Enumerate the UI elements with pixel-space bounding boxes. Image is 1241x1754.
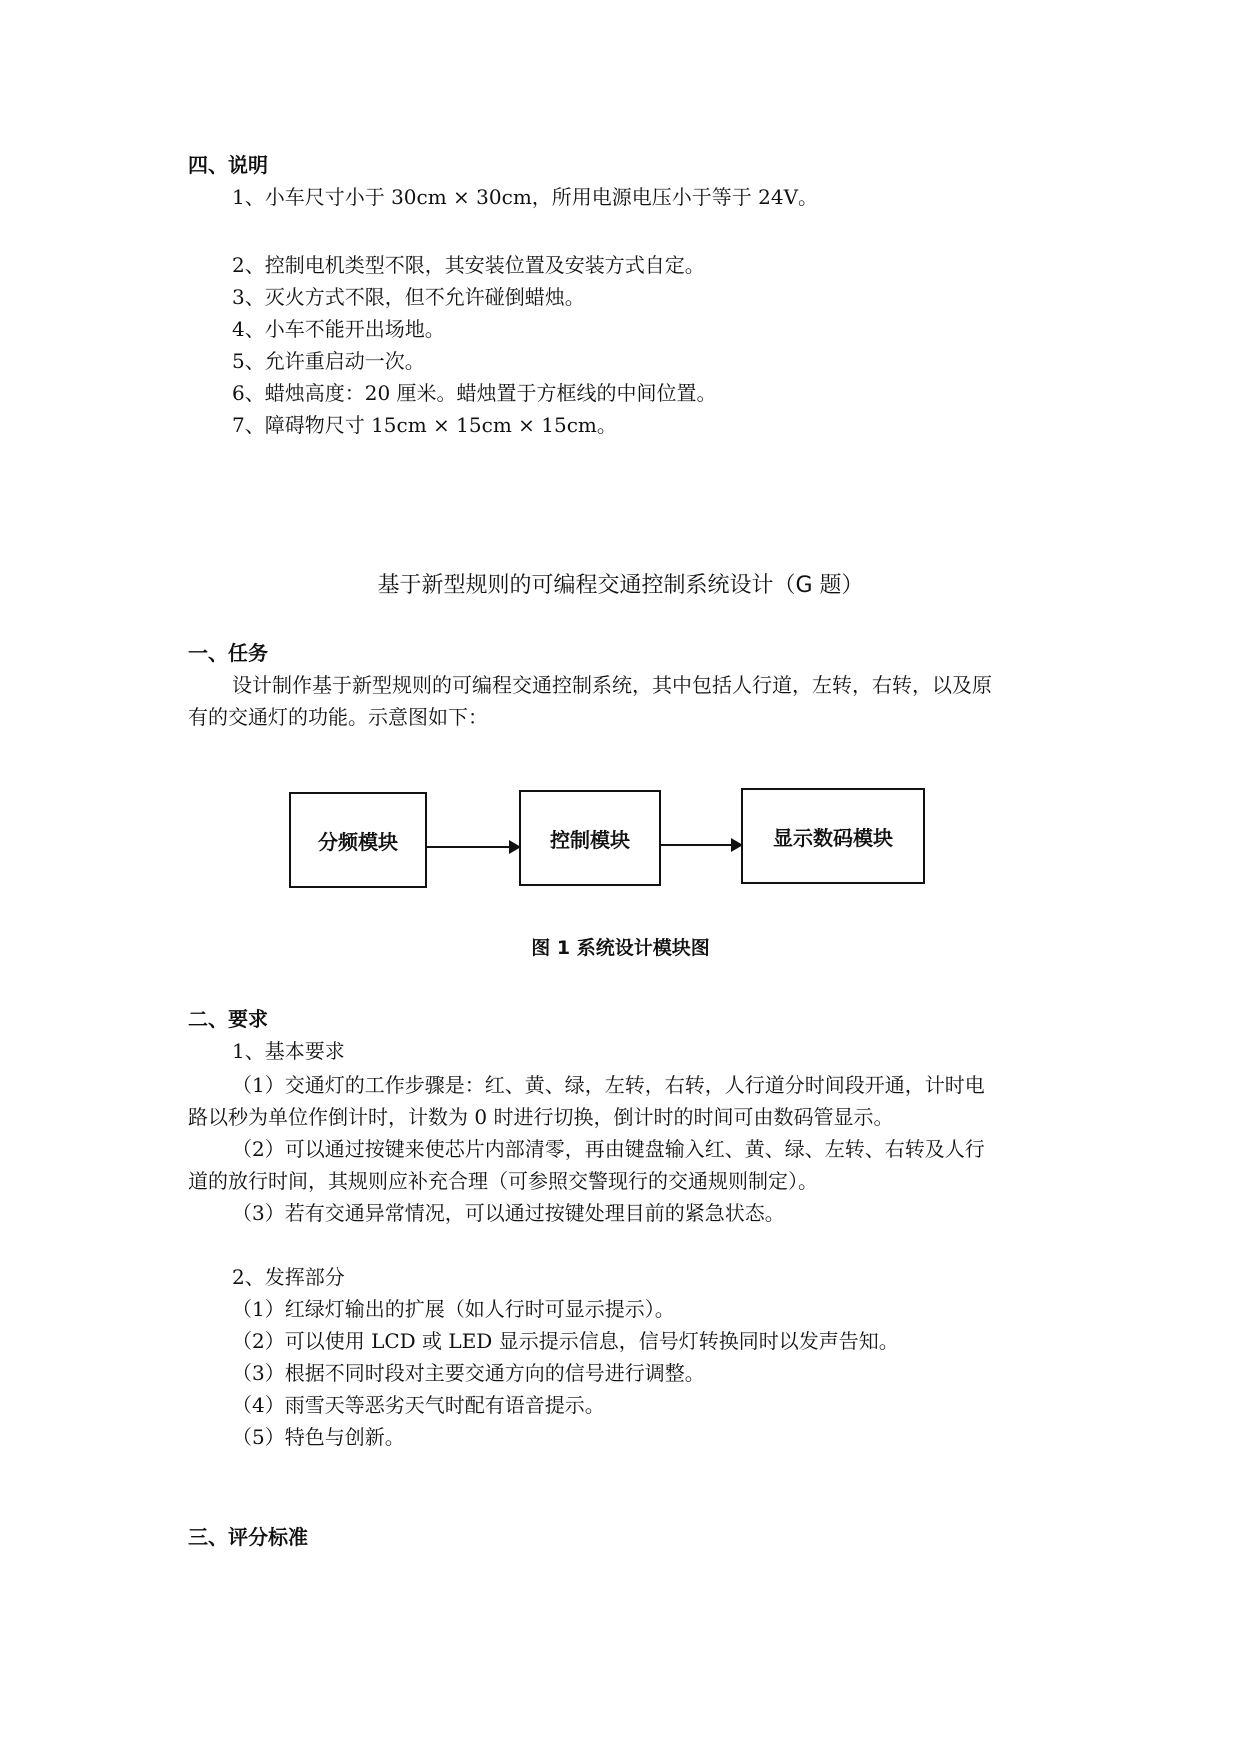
section-heading-requirements: 二、要求 (188, 1007, 268, 1031)
explanation-item: 2、控制电机类型不限，其安装位置及安装方式自定。 (232, 253, 705, 277)
section-heading-task: 一、任务 (188, 641, 268, 665)
arrow-divider-to-control (427, 846, 519, 848)
section-heading-scoring: 三、评分标准 (188, 1525, 308, 1549)
task-paragraph-line: 设计制作基于新型规则的可编程交通控制系统，其中包括人行道，左转，右转，以及原 (232, 673, 992, 697)
arrow-control-to-display (661, 844, 741, 846)
explanation-item: 4、小车不能开出场地。 (232, 317, 445, 341)
basic-requirements-heading: 1、基本要求 (232, 1039, 345, 1063)
explanation-item: 5、允许重启动一次。 (232, 349, 425, 373)
basic-requirement-line: 路以秒为单位作倒计时，计数为 0 时进行切换，倒计时的时间可由数码管显示。 (188, 1105, 894, 1129)
basic-requirement-line: （2）可以通过按键来使芯片内部清零，再由键盘输入红、黄、绿、左转、右转及人行 (232, 1137, 985, 1161)
basic-requirement-line: 道的放行时间，其规则应补充合理（可参照交警现行的交通规则制定）。 (188, 1169, 818, 1193)
extended-requirements-heading: 2、发挥部分 (232, 1265, 345, 1289)
explanation-item: 3、灭火方式不限，但不允许碰倒蜡烛。 (232, 285, 585, 309)
control-module-box: 控制模块 (519, 790, 661, 886)
section-heading-explanation: 四、说明 (188, 153, 268, 177)
extended-requirement-line: （1）红绿灯输出的扩展（如人行时可显示提示）。 (232, 1297, 675, 1321)
basic-requirement-line: （3）若有交通异常情况，可以通过按键处理目前的紧急状态。 (232, 1201, 785, 1225)
basic-requirement-line: （1）交通灯的工作步骤是：红、黄、绿，左转，右转，人行道分时间段开通，计时电 (232, 1073, 985, 1097)
display-digital-module-box: 显示数码模块 (741, 788, 925, 884)
task-paragraph-line: 有的交通灯的功能。示意图如下： (188, 705, 488, 729)
extended-requirement-line: （5）特色与创新。 (232, 1425, 405, 1449)
explanation-item: 7、障碍物尺寸 15cm × 15cm × 15cm。 (232, 413, 617, 437)
extended-requirement-line: （4）雨雪天等恶劣天气时配有语音提示。 (232, 1393, 605, 1417)
figure-caption: 图 1 系统设计模块图 (531, 937, 710, 959)
extended-requirement-line: （3）根据不同时段对主要交通方向的信号进行调整。 (232, 1361, 705, 1385)
explanation-item: 1、小车尺寸小于 30cm × 30cm，所用电源电压小于等于 24V。 (232, 185, 819, 209)
explanation-item: 6、蜡烛高度：20 厘米。蜡烛置于方框线的中间位置。 (232, 381, 717, 405)
document-title: 基于新型规则的可编程交通控制系统设计（G 题） (377, 573, 864, 598)
frequency-divider-module-box: 分频模块 (289, 792, 427, 888)
extended-requirement-line: （2）可以使用 LCD 或 LED 显示提示信息，信号灯转换同时以发声告知。 (232, 1329, 899, 1353)
